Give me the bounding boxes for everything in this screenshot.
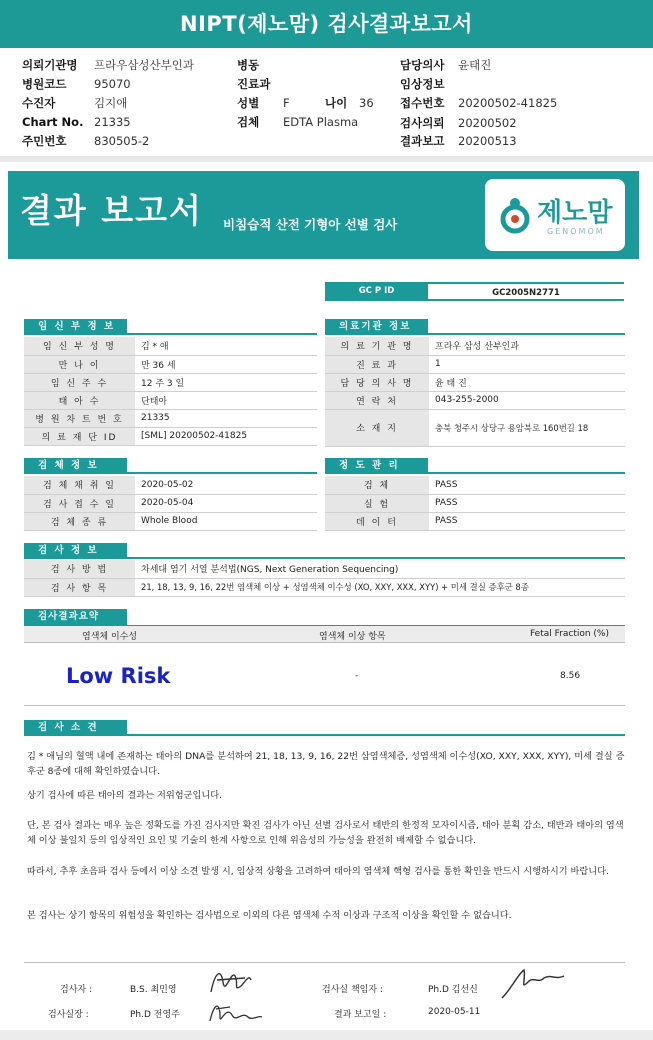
finding-paragraph: 상기 검사에 따른 태아의 결과는 저위험군입니다. (27, 790, 223, 801)
section-header-pregnant: 임 신 부 정 보 (24, 319, 127, 335)
logo-text: 제노맘 (537, 198, 613, 228)
summary-col-fetal-fraction: Fetal Fraction (%) (530, 629, 609, 639)
table-row: 진 료 과 1 (325, 355, 625, 373)
banner-subtitle: 비침습적 산전 기형아 선별 검사 (223, 217, 398, 232)
table-row: 데 이 터 PASS (325, 512, 625, 530)
result-low-risk: Low Risk (66, 664, 171, 688)
header-field: 병원코드 95070 (22, 77, 131, 91)
table-row: 검 체 PASS (325, 476, 625, 494)
report-date: 2020-05-11 (428, 1007, 481, 1017)
table-row: 검 사 접 수 일 2020-05-04 (24, 494, 317, 512)
summary-header-row (24, 625, 625, 643)
report-banner (8, 171, 639, 259)
summary-col-aneuploidy: 염색체 이수성 (82, 632, 138, 642)
table-row: 실 험 PASS (325, 494, 625, 512)
section-line (127, 557, 625, 559)
table-row: 임 신 주 수 12 주 3 일 (24, 373, 317, 391)
genomom-logo (485, 179, 625, 251)
lab-chief-label: 검사실장 : (48, 1010, 89, 1020)
section-header-summary: 검사결과요약 (24, 609, 127, 625)
table-row: 검 사 항 목 21, 18, 13, 9, 16, 22번 염색체 이상 + 성염색체 이수성 (XO, XXY, XXX, XYY) + 미세 결실 증후군 8종 (24, 578, 625, 596)
section-line (127, 472, 317, 474)
summary-col-abnormal: 염색체 이상 항목 (319, 632, 386, 642)
finding-paragraph: 단, 본 검사 결과는 매우 높은 정확도를 가진 검사지만 확진 검사가 아닌 선별 검사로서 태반의 한정적 모자이시즘, 태아 분획 감소, 태반과 태아의 염색체 이상 불일치 등의 임상적인 요인 및 기술의 한계 사항으로 인해 위음성의 가능성을 완전히 배제할 수 없습니다. (27, 820, 624, 846)
divider (24, 962, 625, 963)
responsible-label: 검사실 책임자 : (322, 985, 383, 995)
section-line (428, 333, 625, 335)
header-field: 병동 (237, 58, 260, 72)
table-row: 검 체 종 류 Whole Blood (24, 512, 317, 530)
logo-subtext: GENOMOM (547, 227, 605, 236)
table-row: 태 아 수 단태아 (24, 391, 317, 409)
table-row: 의 료 기 관 명 프라우 삼성 산부인과 (325, 337, 625, 355)
section-line (127, 734, 625, 736)
section-header-findings: 검 사 소 견 (24, 720, 127, 736)
logo-mark-icon (497, 195, 533, 235)
report-date-label: 결과 보고일 : (334, 1010, 387, 1020)
footer-band (0, 1030, 653, 1040)
pregnant-info-table (24, 337, 317, 446)
gcpid-value: GC2005N2771 (428, 282, 624, 301)
table-row: 만 나 이 만 36 세 (24, 355, 317, 373)
section-line (428, 472, 625, 474)
table-row: 임 신 부 성 명 김 * 애 (24, 337, 317, 355)
header-field: 의뢰기관명 프라우삼성산부인과 (22, 58, 194, 72)
result-fetal-fraction: 8.56 (560, 671, 581, 681)
header-field: 검사의뢰 20200502 (400, 116, 517, 130)
finding-paragraph: 따라서, 추후 초음파 검사 등에서 이상 소견 발생 시, 임상적 상황을 고려하여 태아의 염색체 핵형 검사를 통한 확인을 반드시 시행하시기 바랍니다. (27, 866, 609, 877)
header-field-age: 나이 36 (325, 96, 374, 110)
header-field: 결과보고 20200513 (400, 134, 517, 148)
divider (24, 705, 625, 706)
table-row: 검 체 채 취 일 2020-05-02 (24, 476, 317, 494)
specimen-info-table (24, 476, 317, 531)
header-field: 주민번호 830505-2 (22, 134, 150, 148)
header-field: 수진자 김지애 (22, 96, 128, 110)
table-row: 의 료 재 단 ID [SML] 20200502-41825 (24, 427, 317, 445)
header-field: 임상정보 (400, 77, 445, 91)
qc-table (325, 476, 625, 531)
header-field: 성별 F (237, 96, 290, 110)
result-abnormal-items: - (355, 671, 359, 681)
header-field: 진료과 (237, 77, 271, 91)
institution-info-table (325, 337, 625, 447)
finding-paragraph: 본 검사는 상기 항목의 위험성을 확인하는 검사법으로 이외의 다른 염색체 수적 이상과 구조적 이상을 확인할 수 없습니다. (27, 910, 512, 921)
tester-label: 검사자 : (60, 985, 92, 995)
header-field: Chart No. 21335 (22, 115, 131, 129)
gcpid-label: GC P ID (325, 282, 428, 301)
responsible-signature-icon (498, 964, 568, 1004)
divider (0, 156, 653, 162)
section-header-specimen: 검 체 정 보 (24, 458, 127, 474)
finding-paragraph: 김 * 애님의 혈액 내에 존재하는 태아의 DNA를 분석하여 21, 18, 13, 9, 16, 22번 삼염색체증, 성염색체 이수성(XO, XXY, XXX, XYY), 미세 결실 증후군 8종에 대해 확인하였습니다. (27, 751, 625, 777)
tester-name: B.S. 최민영 (130, 985, 177, 995)
header-info (0, 52, 653, 152)
table-row: 검 사 방 법 차세대 염기 서열 분석법(NGS, Next Generation Sequencing) (24, 560, 625, 578)
report-title: NIPT(제노맘) 검사결과보고서 (0, 0, 653, 48)
lab-chief-name: Ph.D 전영주 (130, 1010, 180, 1020)
section-line (127, 333, 317, 335)
section-header-test: 검 사 정 보 (24, 543, 127, 559)
table-row: 담 당 의 사 명 윤 태 진 (325, 373, 625, 391)
table-row: 연 락 처 043-255-2000 (325, 391, 625, 409)
header-field: 검체 EDTA Plasma (237, 115, 359, 129)
header-field: 접수번호 20200502-41825 (400, 96, 558, 110)
table-row: 소 재 지 충북 청주시 상당구 용암북로 160번길 18 (325, 409, 625, 446)
responsible-name: Ph.D 김선신 (428, 985, 478, 995)
lab-chief-signature-icon (206, 995, 266, 1029)
banner-title: 결과 보고서 (20, 191, 203, 230)
section-header-qc: 정 도 관 리 (325, 458, 428, 474)
section-header-institution: 의료기관 정보 (325, 319, 428, 335)
header-field: 담당의사 윤태진 (400, 58, 492, 72)
table-row: 병 원 차 트 번 호 21335 (24, 409, 317, 427)
test-info-table (24, 560, 625, 597)
